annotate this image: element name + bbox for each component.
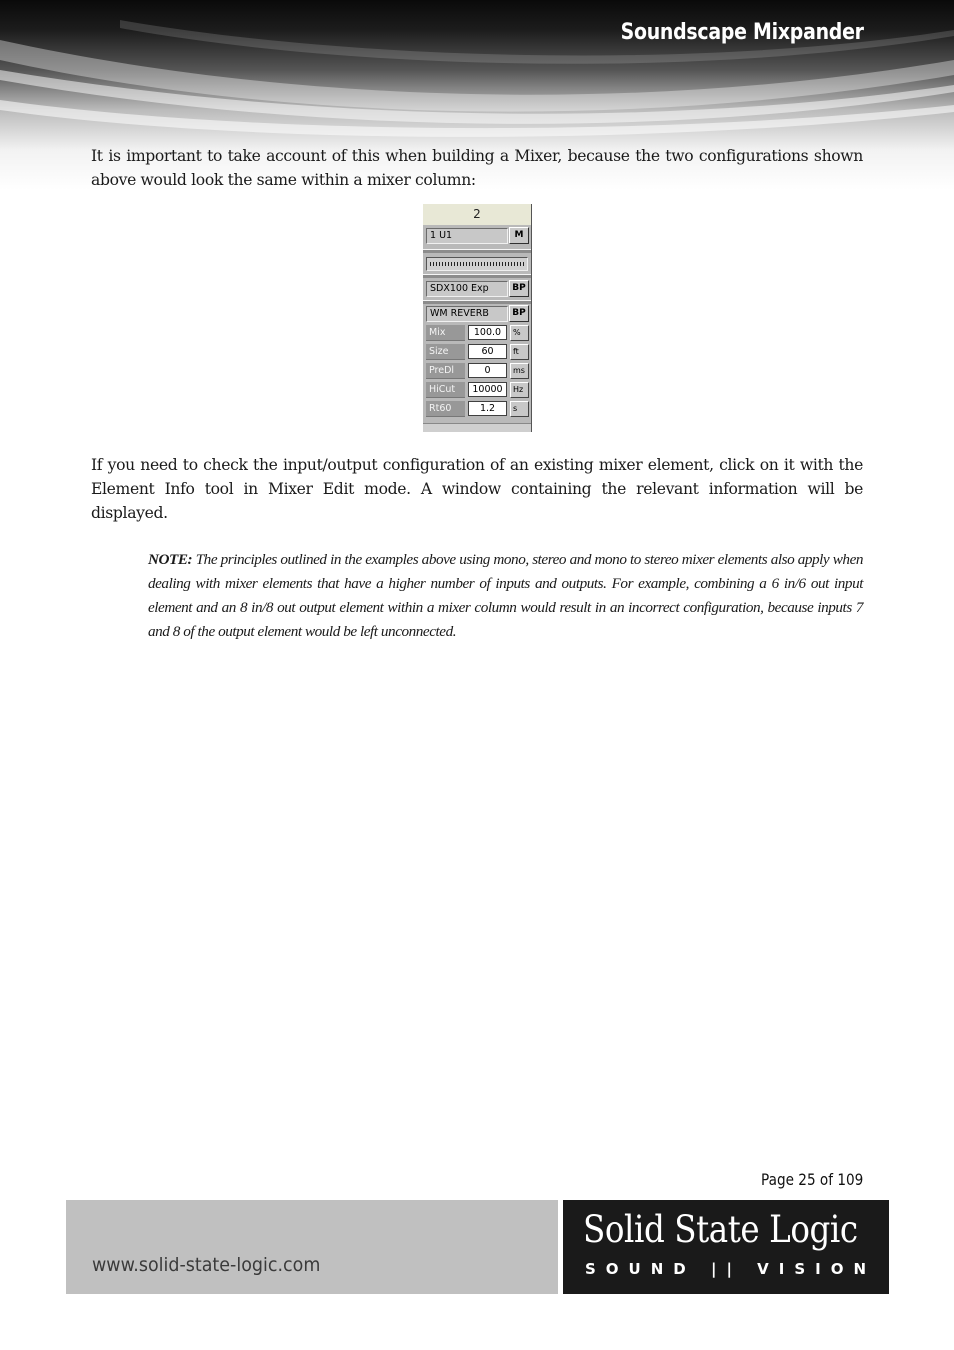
note-block xyxy=(148,548,863,644)
ssl-logo xyxy=(563,1200,889,1294)
note-label: NOTE: xyxy=(148,551,193,568)
param-value-mix[interactable]: 100.0 xyxy=(468,325,507,340)
footer-url[interactable]: www.solid-state-logic.com xyxy=(92,1254,321,1276)
param-label-mix: Mix xyxy=(426,325,465,341)
param-value-size[interactable]: 60 xyxy=(468,344,507,359)
param-unit-rt60: s xyxy=(510,401,529,417)
param-label-hicut: HiCut xyxy=(426,382,465,398)
document-title: Soundscape Mixpander xyxy=(620,20,864,45)
section-divider xyxy=(423,274,531,278)
mixer-column-widget xyxy=(422,204,532,432)
param-unit-predelay: ms xyxy=(510,363,529,379)
param-value-predelay[interactable]: 0 xyxy=(468,363,507,378)
section-divider xyxy=(423,300,531,304)
body-paragraph-1: It is important to take account of this when building a Mixer, because the two configurations shown above would look the same within a mixer column: xyxy=(91,147,863,189)
param-label-rt60: Rt60 xyxy=(426,401,465,417)
note-text: The principles outlined in the examples above using mono, stereo and mono to stereo mixer elements also apply when dealing with mixer elements that have a higher number of inputs and outputs. For example, combining a 6 in/6 out input element and an 8 in/8 out output element within a mixer column would result in an incorrect configuration, because inputs 7 and 8 of the output element would be left unconnected. xyxy=(148,551,863,640)
logo-wordmark: Solid State Logic xyxy=(583,1208,858,1251)
logo-tagline: SOUND || VISION xyxy=(585,1260,877,1278)
body-paragraph-2: If you need to check the input/output configuration of an existing mixer element, click on it with the Element Info tool in Mixer Edit mode. A window containing the relevant information will be displayed. xyxy=(91,456,863,522)
level-meter xyxy=(426,257,528,271)
param-unit-hicut: Hz xyxy=(510,382,529,398)
section-divider xyxy=(423,249,531,253)
param-value-rt60[interactable]: 1.2 xyxy=(468,401,507,416)
bypass-button-sdx100[interactable]: BP xyxy=(509,280,529,297)
param-value-hicut[interactable]: 10000 xyxy=(468,382,507,397)
mute-button[interactable]: M xyxy=(509,227,529,244)
mixer-column-number: 2 xyxy=(423,204,531,225)
param-label-size: Size xyxy=(426,344,465,360)
element-wm-reverb-name[interactable]: WM REVERB xyxy=(426,306,508,322)
param-unit-size: ft xyxy=(510,344,529,360)
element-sdx100-name[interactable]: SDX100 Exp xyxy=(426,281,508,297)
mixer-column-footer xyxy=(423,423,531,432)
input-name-field[interactable]: 1 U1 xyxy=(426,228,508,244)
param-label-predelay: PreDl xyxy=(426,363,465,379)
footer-grey-panel xyxy=(66,1200,558,1294)
param-unit-mix: % xyxy=(510,325,529,341)
bypass-button-wm-reverb[interactable]: BP xyxy=(509,305,529,322)
page-number: Page 25 of 109 xyxy=(760,1170,863,1189)
